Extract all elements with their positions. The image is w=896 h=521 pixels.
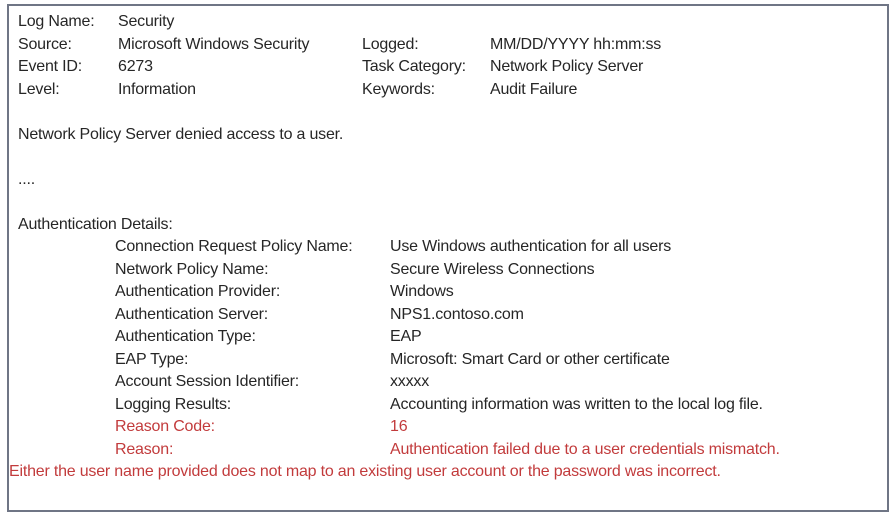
header-row-source-logged: [9, 34, 887, 57]
spacer: [9, 101, 887, 124]
logged-label: Logged:: [362, 35, 419, 53]
event-id-value: 6273: [118, 58, 153, 75]
detail-value: Secure Wireless Connections: [390, 260, 595, 278]
level-value: Information: [118, 80, 196, 98]
detail-row-eap-type: [9, 349, 887, 372]
event-description-line: [9, 124, 887, 147]
header-row-level-keywords: [9, 79, 887, 102]
detail-label: Network Policy Name:: [115, 260, 269, 278]
detail-row-authentication-type: [9, 326, 887, 349]
reason-code-label: Reason Code:: [115, 418, 215, 435]
detail-row-account-session-identifier: [9, 371, 887, 394]
detail-label: Connection Request Policy Name:: [115, 238, 353, 255]
ellipsis-line: [9, 169, 887, 192]
reason-footer-text: Either the user name provided does not map to an existing user account or the password was incorrect.: [9, 463, 721, 480]
reason-label: Reason:: [115, 440, 174, 458]
detail-label: Authentication Server:: [115, 305, 269, 323]
detail-value: Microsoft: Smart Card or other certificate: [390, 350, 670, 368]
section-title-line: [9, 214, 887, 237]
detail-label: Authentication Provider:: [115, 283, 281, 300]
detail-value: Accounting information was written to the local log file.: [390, 395, 763, 413]
header-row-eventid-taskcategory: [9, 56, 887, 79]
detail-label: Authentication Type:: [115, 328, 256, 345]
detail-label: EAP Type:: [115, 350, 189, 368]
detail-value: xxxxx: [390, 373, 430, 390]
spacer: [9, 191, 887, 214]
event-description: Network Policy Server denied access to a user.: [18, 125, 344, 143]
detail-row-network-policy-name: [9, 259, 887, 282]
logged-value: MM/DD/YYYY hh:mm:ss: [490, 35, 662, 53]
detail-row-reason-code: [9, 416, 887, 439]
detail-value: NPS1.contoso.com: [390, 305, 524, 323]
detail-row-reason: [9, 439, 887, 462]
spacer: [9, 146, 887, 169]
authentication-details-title: Authentication Details:: [18, 215, 173, 233]
ellipsis-text: ....: [18, 170, 35, 188]
source-value: Microsoft Windows Security: [118, 35, 310, 53]
detail-row-authentication-provider: [9, 281, 887, 304]
reason-code-value: 16: [390, 418, 408, 435]
detail-value: Use Windows authentication for all users: [390, 238, 672, 255]
log-name-value: Security: [118, 13, 175, 30]
level-label: Level:: [18, 80, 60, 98]
detail-row-logging-results: [9, 394, 887, 417]
event-id-label: Event ID:: [18, 58, 83, 75]
detail-row-connection-request-policy: [9, 236, 887, 259]
event-record-box: [7, 4, 889, 512]
keywords-value: Audit Failure: [490, 80, 578, 98]
detail-row-authentication-server: [9, 304, 887, 327]
source-label: Source:: [18, 35, 72, 53]
keywords-label: Keywords:: [362, 80, 435, 98]
log-name-label: Log Name:: [18, 13, 95, 30]
reason-footer-line: [9, 461, 887, 484]
reason-value: Authentication failed due to a user credentials mismatch.: [390, 440, 780, 458]
detail-label: Account Session Identifier:: [115, 373, 300, 390]
task-category-value: Network Policy Server: [490, 58, 644, 75]
task-category-label: Task Category:: [362, 58, 466, 75]
detail-value: EAP: [390, 328, 422, 345]
detail-value: Windows: [390, 283, 454, 300]
header-row-log-name: [9, 11, 887, 34]
detail-label: Logging Results:: [115, 395, 231, 413]
